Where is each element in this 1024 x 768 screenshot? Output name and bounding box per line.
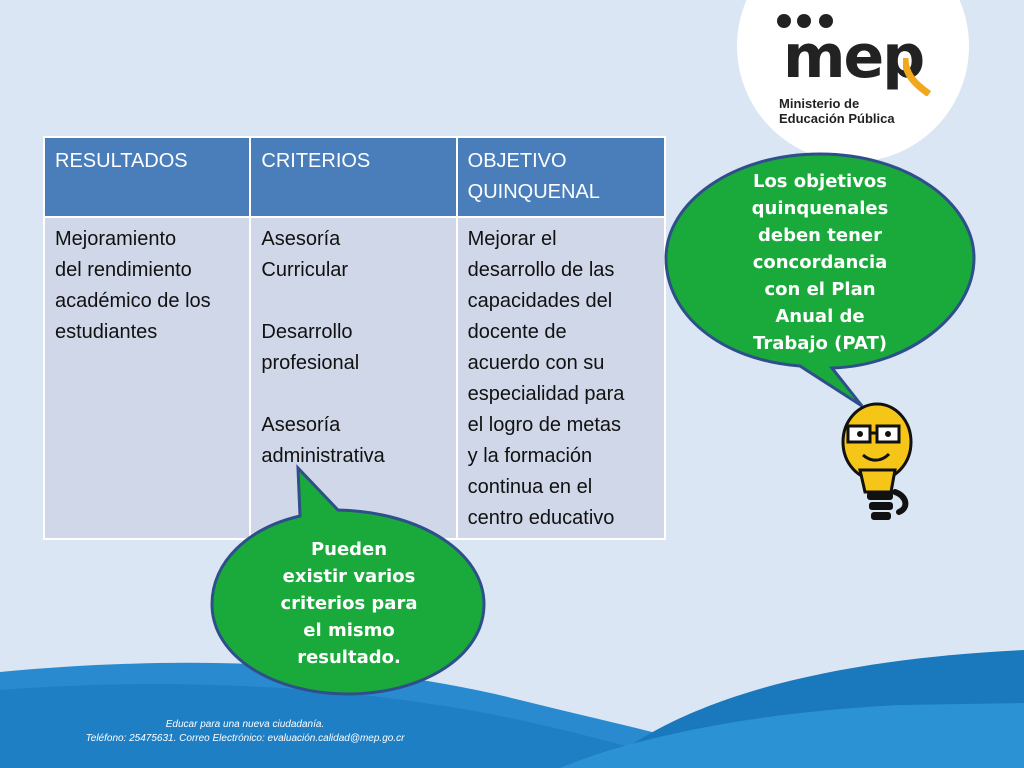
cell-line: y la formación [467, 445, 593, 467]
cell-line: el logro de metas [467, 414, 622, 436]
header-line: OBJETIVO [467, 150, 567, 172]
cell-line: capacidades del [467, 290, 613, 312]
cell-line: desarrollo de las [467, 259, 615, 281]
bubble-line: con el Plan [764, 279, 876, 300]
cell-line: académico de los [55, 290, 211, 312]
bubble-line: el mismo [303, 620, 395, 641]
mep-logo [775, 10, 940, 130]
cell-line: continua en el [467, 476, 593, 498]
footer [0, 718, 490, 746]
cell-line: Mejoramiento [55, 228, 177, 250]
lightbulb-character-icon [835, 400, 925, 530]
cell-line: Asesoría [261, 228, 341, 250]
header-line: RESULTADOS [55, 150, 188, 172]
table-header-row [44, 137, 665, 217]
header-objetivo-quinquenal [457, 137, 665, 217]
cell-line: Curricular [261, 259, 349, 281]
cell-line: especialidad para [467, 383, 625, 405]
cell-line: estudiantes [55, 321, 158, 343]
cell-line: administrativa [261, 445, 385, 467]
bubble-line: deben tener [758, 225, 882, 246]
bubble-line: quinquenales [751, 198, 889, 219]
header-resultados [44, 137, 250, 217]
bubble-line: Los objetivos [752, 171, 888, 192]
cell-line: del rendimiento [55, 259, 192, 281]
logo-line1: Ministerio de [779, 96, 860, 111]
cell-spacer [261, 286, 445, 317]
cell-line: profesional [261, 352, 360, 374]
cell-line: centro educativo [467, 507, 615, 529]
bubble-right-text [700, 168, 940, 357]
bubble-line: Trabajo (PAT) [753, 333, 887, 354]
bubble-line: resultado. [297, 647, 401, 668]
logo-accent-icon [903, 56, 933, 96]
cell-line: acuerdo con su [467, 352, 605, 374]
cell-spacer [261, 379, 445, 410]
bubble-line: existir varios [282, 566, 416, 587]
logo-line2: Educación Pública [779, 111, 895, 126]
footer-line1: Educar para una nueva ciudadanía. [165, 719, 325, 730]
cell-line: Asesoría [261, 414, 341, 436]
bubble-line: concordancia [752, 252, 888, 273]
bubble-bottom-text [238, 536, 460, 671]
cell-line: docente de [467, 321, 567, 343]
header-line: CRITERIOS [261, 150, 371, 172]
bubble-line: Anual de [775, 306, 865, 327]
bubble-line: Pueden [310, 539, 388, 560]
cell-line: Desarrollo [261, 321, 353, 343]
header-criterios [250, 137, 456, 217]
header-line: QUINQUENAL [467, 181, 600, 203]
bubble-line: criterios para [280, 593, 418, 614]
footer-line2: Teléfono: 25475631. Correo Electrónico: evaluación.calidad@mep.go.cr [85, 733, 405, 744]
logo-brand: mep [783, 22, 924, 92]
cell-line: Mejorar el [467, 228, 557, 250]
